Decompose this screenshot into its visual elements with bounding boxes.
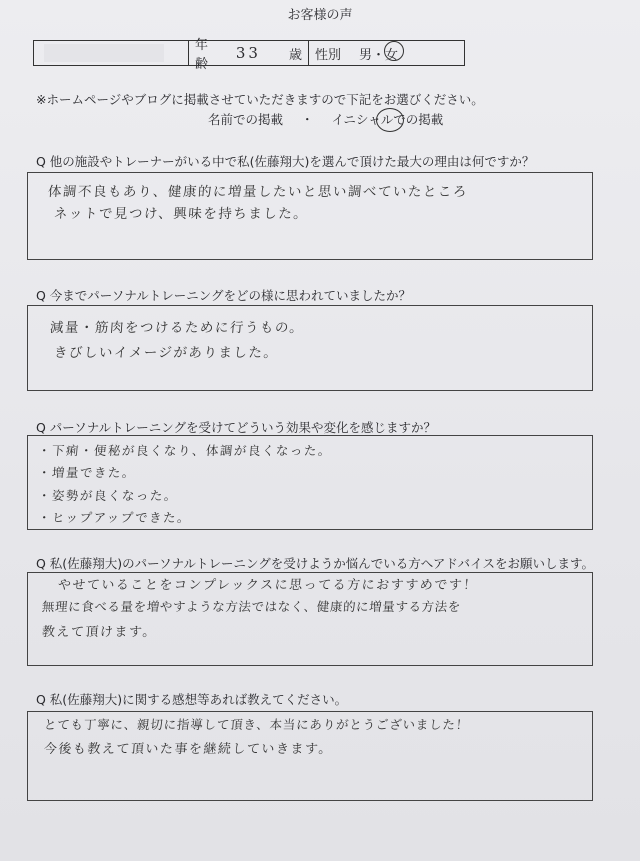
answer-line: 減量・筋肉をつけるために行うもの。: [49, 320, 305, 336]
age-label: 年齢: [195, 38, 209, 72]
answer-box-4: [27, 572, 593, 666]
name-cell: [34, 41, 189, 65]
selected-circle-mark: [376, 108, 404, 132]
sex-cell: [309, 41, 464, 65]
publish-option-name: 名前での掲載: [208, 112, 284, 127]
answer-box-2: [27, 305, 593, 391]
question-4: Q 私(佐藤翔大)のパーソナルトレーニングを受けようか悩んでいる方へアドバイスをお願いします。: [36, 556, 594, 571]
question-1: Q 他の施設やトレーナーがいる中で私(佐藤翔大)を選んで頂けた最大の理由は何ですか？: [36, 154, 535, 169]
answer-line: ネットで見つけ、興味を持ちました。: [53, 206, 309, 222]
age-cell: [189, 38, 309, 72]
answer-line: きびしいイメージがありました。: [53, 345, 280, 361]
question-3: Q パーソナルトレーニングを受けてどういう効果や変化を感じますか？: [36, 420, 436, 435]
answer-line: 無理に食べる量を増やすような方法ではなく、健康的に増量する方法を: [41, 599, 462, 614]
publish-separator: ・: [301, 112, 314, 127]
sex-label: 性別: [315, 47, 342, 63]
answer-box-1: [27, 172, 593, 260]
answer-line: ・増量できた。: [37, 465, 137, 480]
age-unit: 歳: [288, 47, 302, 63]
answer-line: 今後も教えて頂いた事を継続していきます。: [43, 742, 334, 757]
answer-line: やせていることをコンプレックスに思ってる方におすすめです！: [57, 578, 479, 593]
sex-options: 男・女: [359, 44, 398, 63]
age-value: 33: [235, 44, 261, 62]
publish-note: ※ホームページやブログに掲載させていただきますので下記をお選びください。: [36, 92, 484, 107]
question-5: Q 私(佐藤翔大)に関する感想等あれば教えてください。: [36, 692, 348, 707]
answer-line: 教えて頂けます。: [41, 625, 158, 640]
redacted-name: [44, 44, 164, 62]
answer-box-3: [27, 435, 593, 530]
answer-line: ・下痢・便秘が良くなり、体調が良くなった。: [37, 443, 333, 458]
question-2: Q 今までパーソナルトレーニングをどの様に思われていましたか？: [36, 288, 411, 303]
answer-box-5: [27, 711, 593, 801]
answer-line: とても丁寧に、親切に指導して頂き、本当にありがとうございました！: [43, 717, 470, 732]
answer-line: ・姿勢が良くなった。: [37, 488, 179, 503]
answer-line: ・ヒップアップできた。: [37, 510, 192, 525]
info-row: [33, 38, 465, 72]
form-title: お客様の声: [287, 8, 353, 23]
publish-option-initial: イニシャルでの掲載: [332, 112, 444, 127]
selected-circle-mark: [384, 41, 404, 61]
publish-options: [208, 110, 443, 128]
answer-line: 体調不良もあり、健康的に増量したいと思い調べていたところ: [47, 184, 469, 200]
